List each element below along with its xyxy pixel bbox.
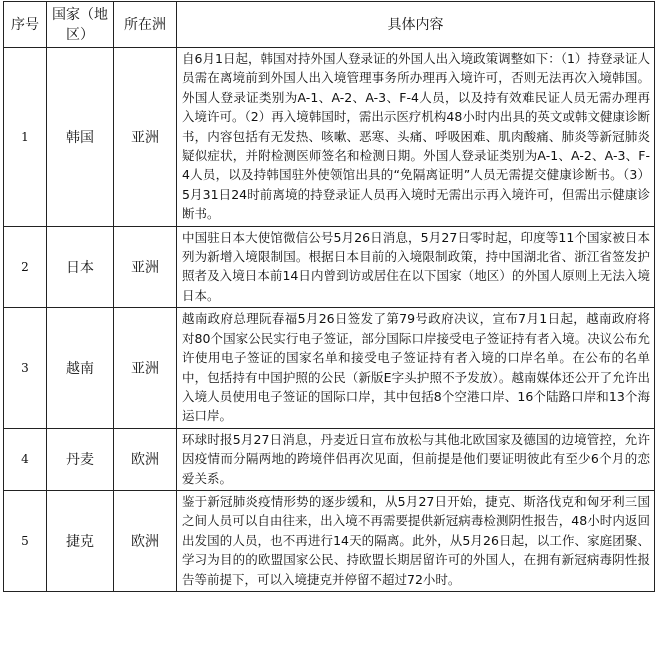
row-detail: 自6月1日起，韩国对持外国人登录证的外国人出入境政策调整如下：（1）持登录证人员需在离境前到外国人出入境管理事务所办理再入境许可，否则无法再次入境韩国。外国人登录证类别为A-1、A-2、A-3、F-4人员，以及持有效难民证人员无需办理再入境许可。（2）再入境韩国时，需出示医疗机构48小时内出具的英文或韩文健康诊断书，内容包括有无发热、咳嗽、恶寒、头痛、呼吸困难、肌肉酸痛、肺炎等新冠肺炎疑似症状，并附检测医师签名和检测日期。外国人登录证类别为A-1、A-2、A-3、F-4人员，以及持韩国驻外使领馆出具的“免隔离证明”人员无需提交健康诊断书。（3）5月31日24时前离境的持登录证人员再入境时无需出示再入境许可，但需出示健康诊断书。 — [177, 48, 655, 227]
row-detail: 越南政府总理阮春福5月26日签发了第79号政府决议，宣布7月1日起，越南政府将对80个国家公民实行电子签证，部分国际口岸接受电子签证持有者入境。决议公布允许使用电子签证的国家名单和接受电子签证持有者入境的口岸名单。在公布的名单中，包括持有中国护照的公民（新版E字头护照不予发放）。越南媒体还公开了允许出入境人员使用电子签证的国际口岸，其中包括8个空港口岸、16个陆路口岸和13个海运口岸。 — [177, 308, 655, 428]
row-detail: 鉴于新冠肺炎疫情形势的逐步缓和，从5月27日开始，捷克、斯洛伐克和匈牙利三国之间人员可以自由往来，出入境不再需要提供新冠病毒检测阴性报告，48小时内返回出发国的人员，也不再进行14天的隔离。此外，从5月26日起，以工作、家庭团聚、学习为目的的欧盟国家公民、持欧盟长期居留许可的外国人，在拥有新冠病毒阴性报告等前提下，可以入境捷克并停留不超过72小时。 — [177, 490, 655, 591]
table-header-row — [4, 2, 655, 48]
row-detail: 中国驻日本大使馆微信公号5月26日消息，5月27日零时起，印度等11个国家被日本列为新增入境限制国。根据日本目前的入境限制政策，持中国湖北省、浙江省签发护照者及入境日本前14日内曾到访或居住在以下国家（地区）的外国人原则上无法入境日本。 — [177, 226, 655, 308]
row-continent: 欧洲 — [114, 490, 177, 591]
row-continent: 欧洲 — [114, 428, 177, 490]
table-row — [4, 428, 655, 490]
row-country: 日本 — [47, 226, 114, 308]
header-continent: 所在洲 — [114, 2, 177, 48]
row-index: 3 — [4, 308, 47, 428]
header-country: 国家（地区） — [47, 2, 114, 48]
row-index: 1 — [4, 48, 47, 227]
table-row — [4, 226, 655, 308]
entry-policy-table — [3, 1, 655, 592]
row-index: 2 — [4, 226, 47, 308]
row-country: 越南 — [47, 308, 114, 428]
row-index: 4 — [4, 428, 47, 490]
table-row — [4, 48, 655, 227]
row-country: 丹麦 — [47, 428, 114, 490]
row-country: 捷克 — [47, 490, 114, 591]
row-country: 韩国 — [47, 48, 114, 227]
header-index: 序号 — [4, 2, 47, 48]
table-row — [4, 308, 655, 428]
row-continent: 亚洲 — [114, 48, 177, 227]
table-row — [4, 490, 655, 591]
row-continent: 亚洲 — [114, 308, 177, 428]
row-detail: 环球时报5月27日消息，丹麦近日宣布放松与其他北欧国家及德国的边境管控，允许因疫情而分隔两地的跨境伴侣再次见面，但前提是他们要证明彼此有至少6个月的恋爱关系。 — [177, 428, 655, 490]
row-continent: 亚洲 — [114, 226, 177, 308]
row-index: 5 — [4, 490, 47, 591]
header-detail: 具体内容 — [177, 2, 655, 48]
